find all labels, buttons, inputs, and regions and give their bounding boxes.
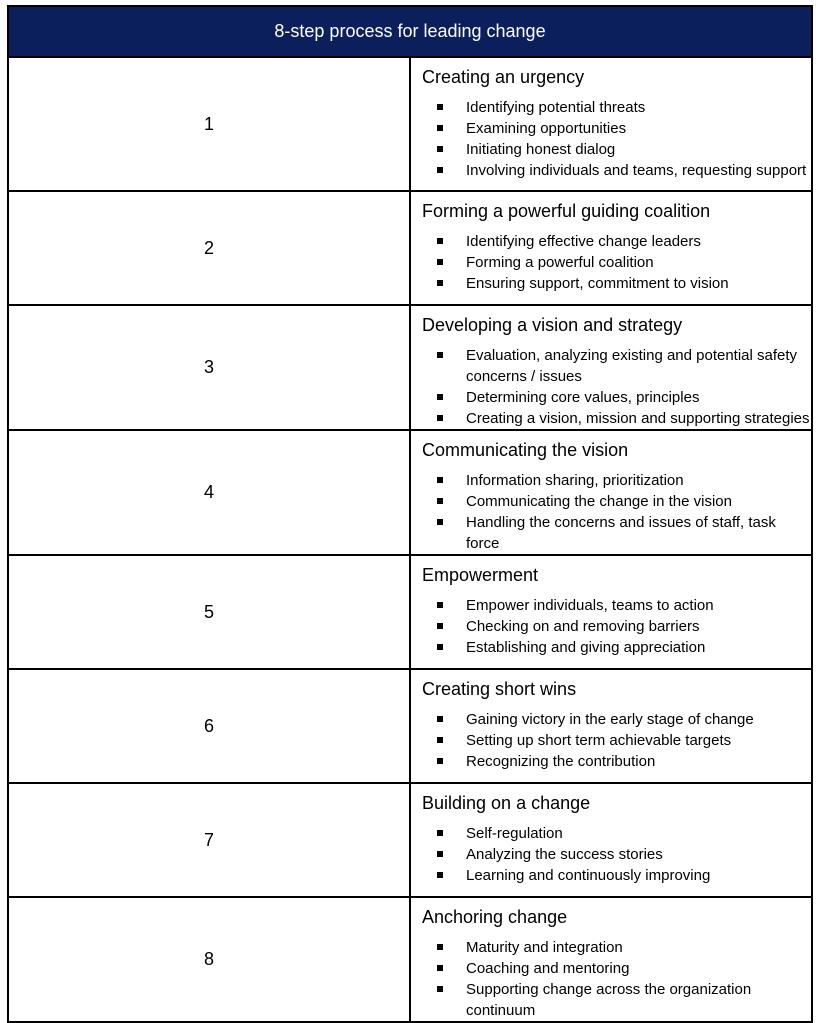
step-content (410, 191, 812, 305)
step-number: 6 (8, 669, 410, 783)
bullet-square-icon (437, 716, 443, 722)
list-item (422, 958, 811, 979)
bullet-square-icon (437, 965, 443, 971)
step-content (410, 430, 812, 555)
table-row (8, 897, 812, 1022)
step-number: 2 (8, 191, 410, 305)
list-item-text: Involving individuals and teams, requesting support (466, 162, 807, 179)
list-item (422, 408, 811, 429)
bullet-square-icon (437, 986, 443, 992)
table-row (8, 305, 812, 430)
list-item-text: Supporting change across the organization continuum (466, 981, 752, 1019)
list-item (422, 751, 811, 772)
list-item-text: Forming a powerful coalition (466, 254, 654, 271)
list-item (422, 139, 811, 160)
list-item (422, 491, 811, 512)
table-row (8, 57, 812, 191)
list-item-text: Self-regulation (466, 825, 563, 842)
bullet-square-icon (437, 644, 443, 650)
step-items (422, 709, 811, 772)
list-item (422, 231, 811, 252)
bullet-square-icon (437, 104, 443, 110)
list-item-text: Determining core values, principles (466, 389, 700, 406)
bullet-square-icon (437, 146, 443, 152)
list-item-text: Setting up short term achievable targets (466, 732, 732, 749)
bullet-square-icon (437, 944, 443, 950)
step-items (422, 595, 811, 658)
step-title: Developing a vision and strategy (422, 315, 683, 335)
bullet-square-icon (437, 415, 443, 421)
list-item-text: Creating a vision, mission and supporting strategies (466, 410, 810, 427)
list-item (422, 937, 811, 958)
step-title: Creating short wins (422, 679, 577, 699)
step-title: Building on a change (422, 793, 591, 813)
step-content (410, 57, 812, 191)
list-item-text: Recognizing the contribution (466, 753, 656, 770)
step-number: 4 (8, 430, 410, 555)
step-number: 5 (8, 555, 410, 669)
step-items (422, 345, 811, 429)
list-item-text: Empower individuals, teams to action (466, 597, 714, 614)
step-title: Creating an urgency (422, 67, 585, 87)
list-item-text: Maturity and integration (466, 939, 623, 956)
table-row (8, 430, 812, 555)
list-item-text: Initiating honest dialog (466, 141, 616, 158)
bullet-square-icon (437, 519, 443, 525)
list-item (422, 637, 811, 658)
bullet-square-icon (437, 758, 443, 764)
list-item-text: Identifying potential threats (466, 99, 646, 116)
bullet-square-icon (437, 737, 443, 743)
bullet-square-icon (437, 851, 443, 857)
table-row (8, 669, 812, 783)
table-row (8, 555, 812, 669)
bullet-square-icon (437, 830, 443, 836)
bullet-square-icon (437, 498, 443, 504)
list-item-text: Handling the concerns and issues of staff, task force (466, 514, 776, 552)
list-item (422, 512, 811, 554)
step-items (422, 823, 811, 886)
list-item (422, 160, 811, 181)
list-item (422, 273, 811, 294)
list-item (422, 387, 811, 408)
step-items (422, 470, 811, 554)
step-items (422, 937, 811, 1021)
list-item-text: Information sharing, prioritization (466, 472, 684, 489)
list-item-text: Learning and continuously improving (466, 867, 711, 884)
list-item-text: Coaching and mentoring (466, 960, 630, 977)
step-title: Communicating the vision (422, 440, 629, 460)
list-item (422, 979, 811, 1021)
list-item-text: Evaluation, analyzing existing and potential safety concerns / issues (466, 347, 798, 385)
step-items (422, 231, 811, 294)
list-item (422, 470, 811, 491)
change-process-table (7, 5, 813, 1023)
step-items (422, 97, 811, 181)
list-item (422, 865, 811, 886)
list-item (422, 616, 811, 637)
step-title: Forming a powerful guiding coalition (422, 201, 711, 221)
bullet-square-icon (437, 238, 443, 244)
list-item (422, 97, 811, 118)
list-item (422, 730, 811, 751)
step-content (410, 555, 812, 669)
step-number: 8 (8, 897, 410, 1022)
list-item (422, 844, 811, 865)
bullet-square-icon (437, 394, 443, 400)
step-title: Empowerment (422, 565, 539, 585)
bullet-square-icon (437, 623, 443, 629)
table-row (8, 783, 812, 897)
bullet-square-icon (437, 602, 443, 608)
list-item (422, 118, 811, 139)
list-item (422, 595, 811, 616)
table-row (8, 191, 812, 305)
step-content (410, 669, 812, 783)
bullet-square-icon (437, 352, 443, 358)
table-title: 8-step process for leading change (8, 6, 812, 57)
list-item-text: Ensuring support, commitment to vision (466, 275, 729, 292)
step-number: 1 (8, 57, 410, 191)
list-item-text: Examining opportunities (466, 120, 627, 137)
list-item-text: Gaining victory in the early stage of change (466, 711, 754, 728)
list-item-text: Checking on and removing barriers (466, 618, 700, 635)
bullet-square-icon (437, 280, 443, 286)
list-item-text: Communicating the change in the vision (466, 493, 732, 510)
step-content (410, 783, 812, 897)
bullet-square-icon (437, 259, 443, 265)
list-item-text: Establishing and giving appreciation (466, 639, 706, 656)
list-item (422, 345, 811, 387)
step-title: Anchoring change (422, 907, 568, 927)
list-item (422, 709, 811, 730)
list-item-text: Analyzing the success stories (466, 846, 663, 863)
list-item (422, 252, 811, 273)
list-item-text: Identifying effective change leaders (466, 233, 701, 250)
step-number: 7 (8, 783, 410, 897)
step-number: 3 (8, 305, 410, 430)
bullet-square-icon (437, 477, 443, 483)
bullet-square-icon (437, 125, 443, 131)
list-item (422, 823, 811, 844)
bullet-square-icon (437, 167, 443, 173)
step-content (410, 897, 812, 1022)
bullet-square-icon (437, 872, 443, 878)
step-content (410, 305, 812, 430)
